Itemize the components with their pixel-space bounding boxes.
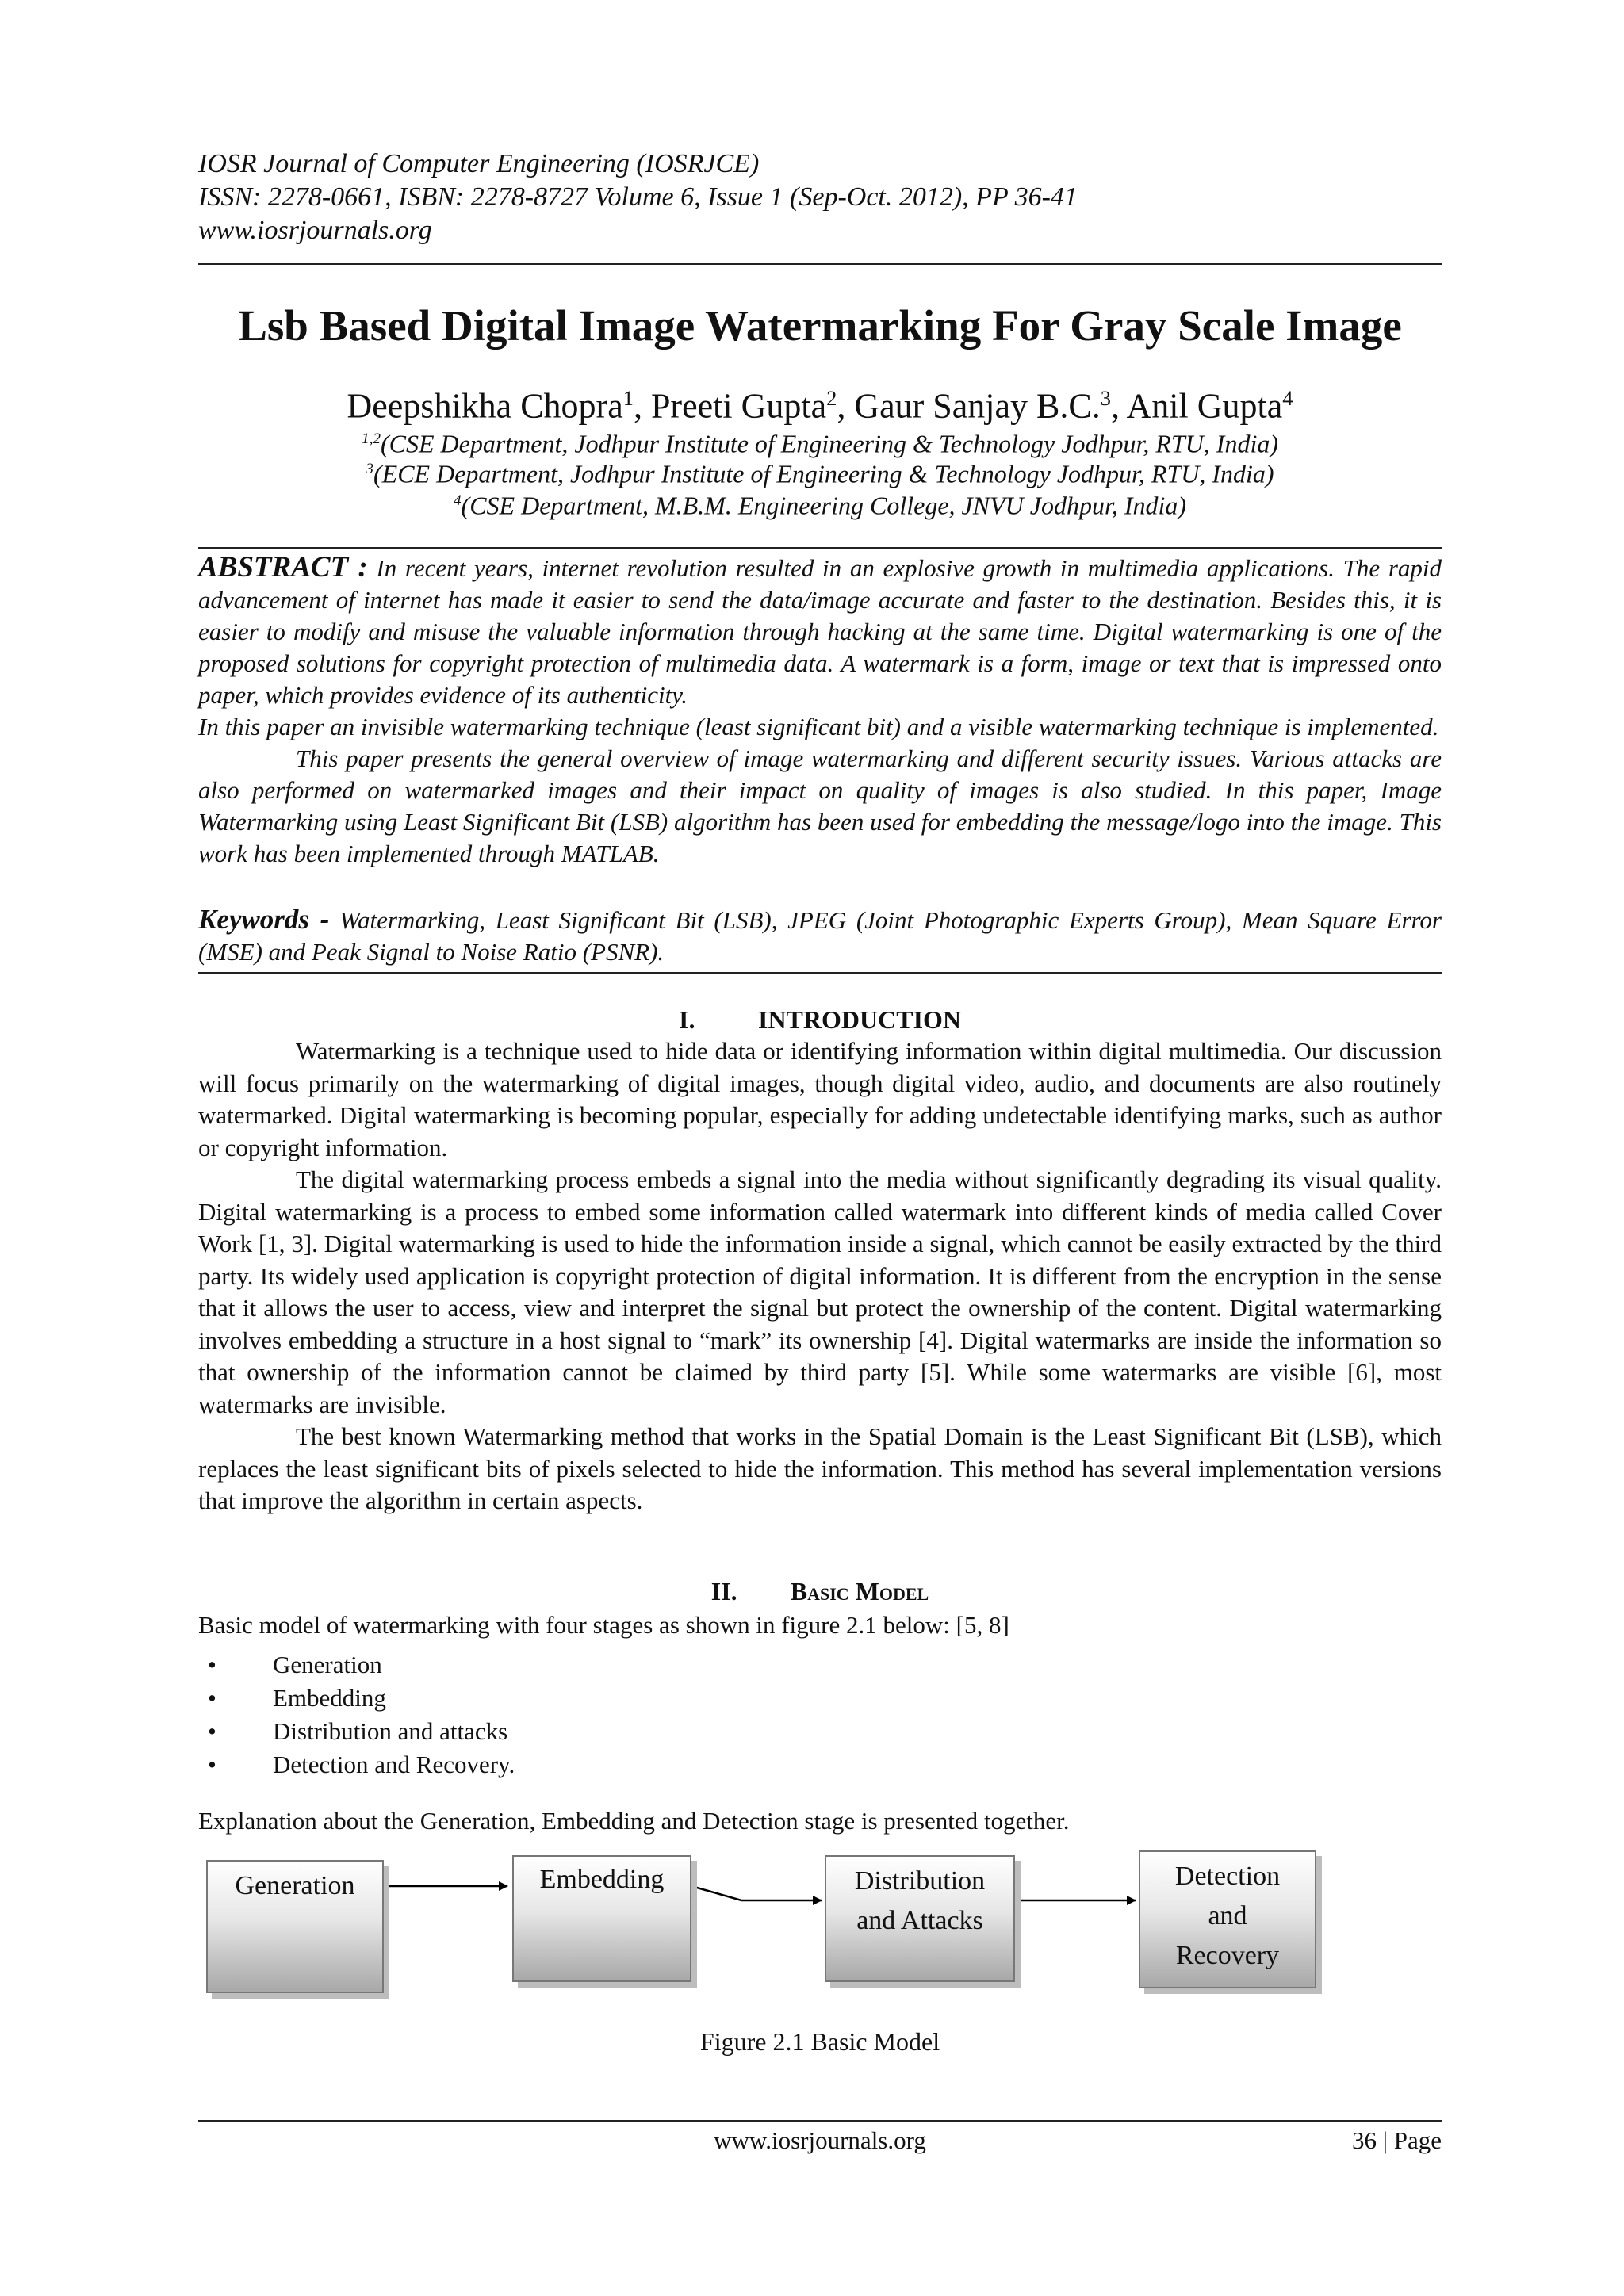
- section-number: I.: [678, 1005, 695, 1034]
- stage-box-detection: [1139, 1850, 1316, 1988]
- affiliation-sup: 4: [453, 492, 462, 509]
- author-name: Gaur Sanjay B.C.: [854, 386, 1101, 426]
- author-sup: 2: [826, 386, 837, 410]
- basic-model-explanation: Explanation about the Generation, Embedding and Detection stage is presented together.: [198, 1807, 1070, 1835]
- arrow-embedding-to-distribution: [691, 1886, 822, 1900]
- affiliation-text: (CSE Department, M.B.M. Engineering College, JNVU Jodhpur, India): [461, 491, 1187, 520]
- section-title: Basic Model: [790, 1577, 929, 1605]
- footer-website: www.iosrjournals.org: [714, 2126, 926, 2154]
- basic-model-intro: Basic model of watermarking with four stages as shown in figure 2.1 below: [5, 8]: [198, 1611, 1009, 1639]
- stage-box-generation: [206, 1860, 384, 1993]
- body-paragraph: Watermarking is a technique used to hide data or identifying information within digital multimedia. Our discussion will focus primarily on the watermarking of digital images, though digital video, audio, and documents are also routinely watermarked. Digital watermarking is becoming popular, especially for adding undetectable identifying marks, such as author or copyright information.: [198, 1037, 1442, 1161]
- keywords-text: Watermarking, Least Significant Bit (LSB), JPEG (Joint Photographic Experts Group), Mean Square Error (MSE) and Peak Signal to Noise Ratio (PSNR).: [198, 906, 1442, 966]
- section-title: INTRODUCTION: [757, 1005, 962, 1034]
- affiliation-sup: 3: [366, 461, 373, 477]
- list-item: • Generation: [198, 1648, 1150, 1682]
- section-number: II.: [710, 1577, 737, 1605]
- author-name: Anil Gupta: [1126, 386, 1283, 426]
- journal-name: IOSR Journal of Computer Engineering (IOSRJCE): [198, 149, 760, 178]
- page-number: 36 | Page: [1352, 2126, 1442, 2154]
- list-item: • Embedding: [198, 1682, 1150, 1715]
- stage-box-embedding: [512, 1855, 691, 1982]
- author-name: Preeti Gupta: [650, 386, 827, 426]
- journal-issn: ISSN: 2278-0661, ISBN: 2278-8727 Volume 6, Issue 1 (Sep-Oct. 2012), PP 36-41: [198, 182, 1078, 212]
- paper-title: Lsb Based Digital Image Watermarking For Gray Scale Image: [238, 301, 1402, 350]
- body-paragraph: The best known Watermarking method that works in the Spatial Domain is the Least Significant Bit (LSB), which replaces the least significant bits of pixels selected to hide the information. This method has several implementation versions that improve the algorithm in certain aspects.: [198, 1422, 1442, 1514]
- author-separator: ,: [1110, 386, 1127, 426]
- body-paragraph: The digital watermarking process embeds a signal into the media without significantly degrading its visual quality. Digital watermarking is a process to embed some information called watermark into different kinds of media called Cover Work [1, 3]. Digital watermarking is used to hide the information inside a signal, which cannot be easily extracted by the third party. Its widely used application is copyright protection of digital information. It is different from the encryption in the sense that it allows the user to access, view and interpret the signal but protect the ownership of the content. Digital watermarking involves embedding a structure in a host signal to “mark” its ownership [4]. Digital watermarks are inside the information so that ownership of the information cannot be claimed by third party [5]. While some watermarks are visible [6], most watermarks are invisible.: [198, 1165, 1442, 1418]
- affiliation-sup: 1,2: [361, 430, 381, 447]
- abstract-label: ABSTRACT :: [198, 551, 368, 584]
- box-label: Embedding: [539, 1865, 665, 1894]
- box-label: Recovery: [1175, 1941, 1280, 1970]
- author-sup: 1: [622, 386, 634, 410]
- affiliation-text: (ECE Department, Jodhpur Institute of Engineering & Technology Jodhpur, RTU, India): [373, 459, 1274, 488]
- author-sup: 3: [1100, 386, 1111, 410]
- box-label: and Attacks: [856, 1906, 983, 1935]
- abstract-paragraph: In this paper an invisible watermarking technique (least significant bit) and a visible watermarking technique is implemented.: [198, 713, 1439, 740]
- author-separator: ,: [633, 386, 651, 426]
- box-label: Detection: [1174, 1862, 1281, 1891]
- author-separator: ,: [837, 386, 855, 426]
- author-sup: 4: [1282, 386, 1293, 410]
- keywords-label: Keywords -: [198, 904, 330, 935]
- stage-box-distribution: [825, 1855, 1015, 1982]
- box-label: Generation: [235, 1871, 355, 1900]
- footer-rule: [198, 2120, 1442, 2122]
- affiliation-text: (CSE Department, Jodhpur Institute of Engineering & Technology Jodhpur, RTU, India): [380, 429, 1278, 458]
- abstract-paragraph: This paper presents the general overview of image watermarking and different security issues. Various attacks are also performed on watermarked images and their impact on quality of images is also studied. In this paper, Image Watermarking using Least Significant Bit (LSB) algorithm has been used for embedding the message/logo into the image. This work has been implemented through MATLAB.: [198, 744, 1442, 867]
- list-item: • Distribution and attacks: [198, 1715, 1150, 1748]
- box-label: and: [1208, 1901, 1247, 1931]
- box-label: Distribution: [854, 1866, 986, 1896]
- figure-caption: Figure 2.1 Basic Model: [699, 2027, 940, 2056]
- abstract-paragraph: ABSTRACT : In recent years, internet revolution resulted in an explosive growth in multimedia applications. The rapid advancement of internet has made it easier to send the data/image accurate and faster to the destination. Besides this, it is easier to modify and misuse the valuable information through hacking at the same time. Digital watermarking is one of the proposed solutions for copyright protection of multimedia data. A watermark is a form, image or text that is impressed onto paper, which provides evidence of its authenticity.: [198, 551, 1442, 709]
- list-item: • Detection and Recovery.: [198, 1748, 1150, 1781]
- journal-website: www.iosrjournals.org: [198, 216, 432, 245]
- author-name: Deepshikha Chopra: [347, 386, 623, 426]
